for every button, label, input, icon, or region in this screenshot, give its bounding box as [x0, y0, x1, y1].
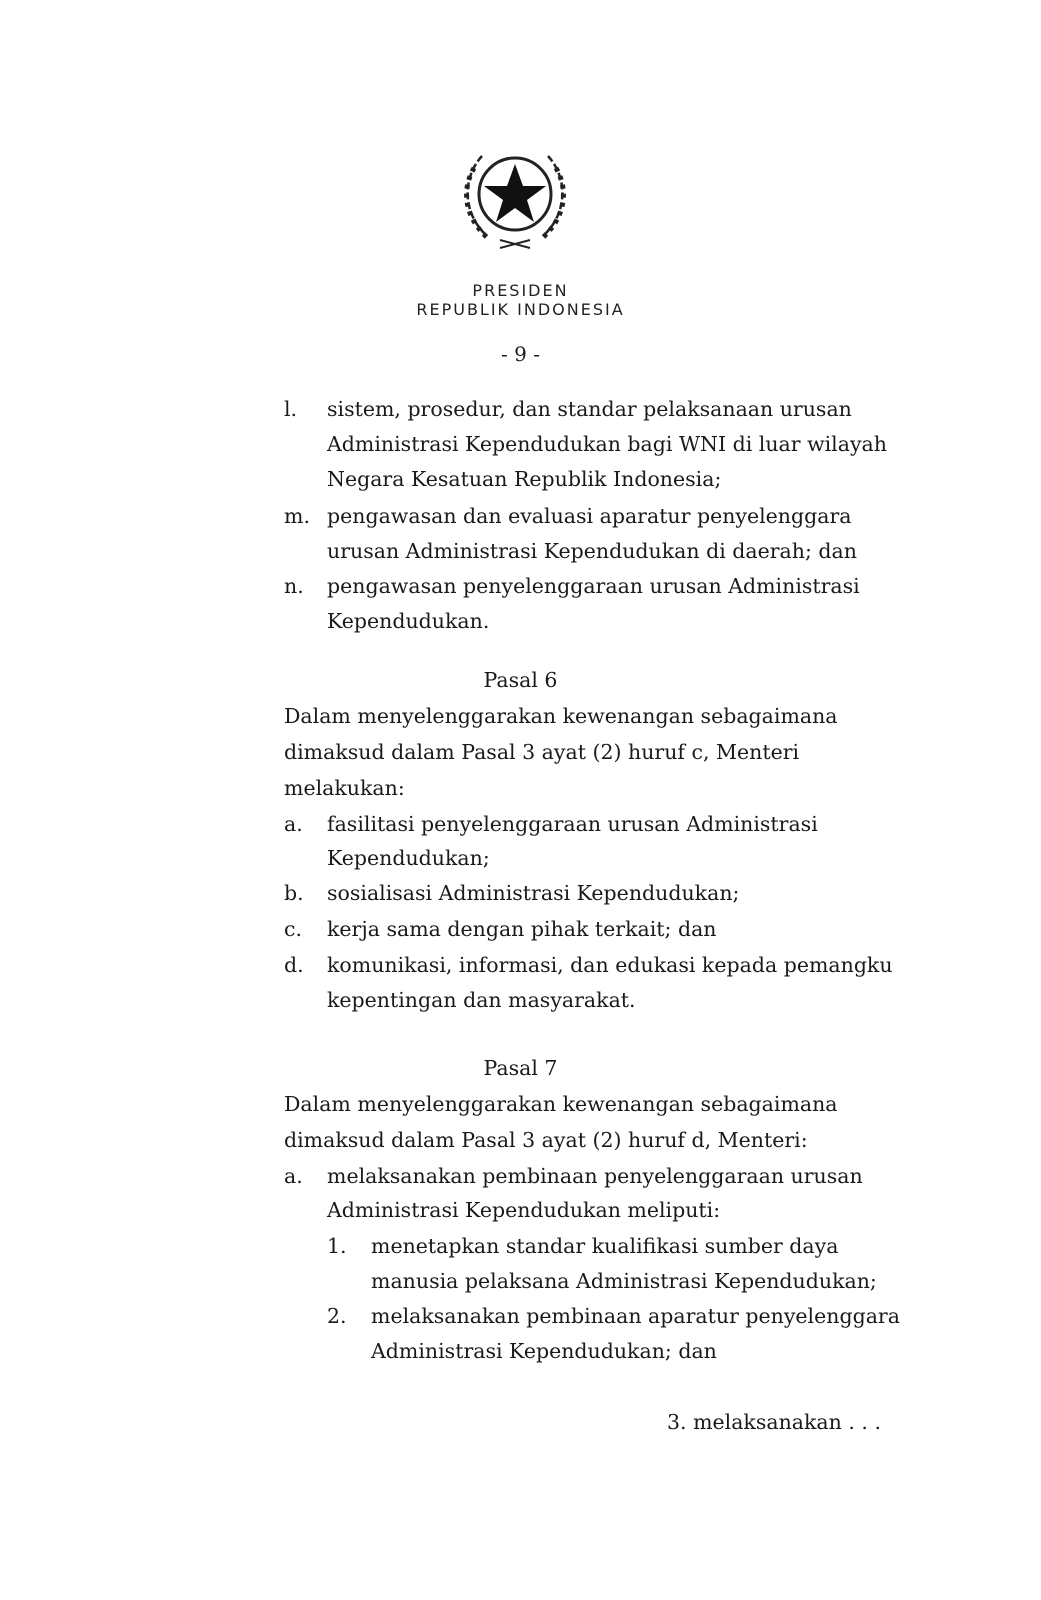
list-item-n-line1: pengawasan penyelenggaraan urusan Administrasi	[327, 574, 860, 598]
pasal-6-heading: Pasal 6	[483, 668, 558, 692]
pasal-7-heading: Pasal 7	[483, 1056, 558, 1080]
list-item-n-line2: Kependudukan.	[327, 609, 490, 633]
pasal-6-item-b: sosialisasi Administrasi Kependudukan;	[327, 881, 740, 905]
pasal-7-sub-2-line1: melaksanakan pembinaan aparatur penyelenggara	[371, 1304, 900, 1328]
pasal-6-item-d-line1: komunikasi, informasi, dan edukasi kepada pemangku	[327, 953, 893, 977]
pasal-7-sub-marker-1: 1.	[327, 1234, 347, 1258]
pasal-6-item-c: kerja sama dengan pihak terkait; dan	[327, 917, 717, 941]
header-subtitle: REPUBLIK INDONESIA	[416, 300, 625, 319]
page-number: - 9 -	[501, 342, 540, 366]
pasal-6-marker-b: b.	[284, 881, 304, 905]
pasal-7-item-a-line2: Administrasi Kependudukan meliputi:	[327, 1198, 721, 1222]
pasal-6-marker-d: d.	[284, 953, 304, 977]
pasal-7-intro-line1: Dalam menyelenggarakan kewenangan sebagaimana	[284, 1092, 838, 1116]
pasal-7-sub-marker-2: 2.	[327, 1304, 347, 1328]
pasal-6-intro-line1: Dalam menyelenggarakan kewenangan sebagaimana	[284, 704, 838, 728]
pasal-7-sub-1-line1: menetapkan standar kualifikasi sumber daya	[371, 1234, 839, 1258]
list-item-l-line1: sistem, prosedur, dan standar pelaksanaan urusan	[327, 397, 852, 421]
pasal-6-item-a-line2: Kependudukan;	[327, 846, 490, 870]
list-marker-n: n.	[284, 574, 304, 598]
pasal-6-item-d-line2: kepentingan dan masyarakat.	[327, 988, 636, 1012]
list-item-l-line2: Administrasi Kependudukan bagi WNI di luar wilayah	[327, 432, 887, 456]
pasal-7-sub-2-line2: Administrasi Kependudukan; dan	[371, 1339, 717, 1363]
list-marker-l: l.	[284, 397, 298, 421]
list-item-l-line3: Negara Kesatuan Republik Indonesia;	[327, 467, 722, 491]
pasal-6-intro-line3: melakukan:	[284, 776, 405, 800]
pasal-6-marker-a: a.	[284, 812, 303, 836]
pasal-6-item-a-line1: fasilitasi penyelenggaraan urusan Administrasi	[327, 812, 818, 836]
pasal-7-item-a-line1: melaksanakan pembinaan penyelenggaraan urusan	[327, 1164, 863, 1188]
pasal-7-sub-1-line2: manusia pelaksana Administrasi Kependudukan;	[371, 1269, 877, 1293]
list-item-m-line2: urusan Administrasi Kependudukan di daerah; dan	[327, 539, 857, 563]
continuation-note: 3. melaksanakan . . .	[667, 1410, 881, 1434]
pasal-7-intro-line2: dimaksud dalam Pasal 3 ayat (2) huruf d, Menteri:	[284, 1128, 808, 1152]
pasal-6-marker-c: c.	[284, 917, 302, 941]
pasal-6-intro-line2: dimaksud dalam Pasal 3 ayat (2) huruf c, Menteri	[284, 740, 800, 764]
list-marker-m: m.	[284, 504, 310, 528]
list-item-m-line1: pengawasan dan evaluasi aparatur penyelenggara	[327, 504, 852, 528]
header-title: PRESIDEN	[472, 281, 569, 300]
presidential-emblem	[452, 128, 578, 254]
pasal-7-marker-a: a.	[284, 1164, 303, 1188]
